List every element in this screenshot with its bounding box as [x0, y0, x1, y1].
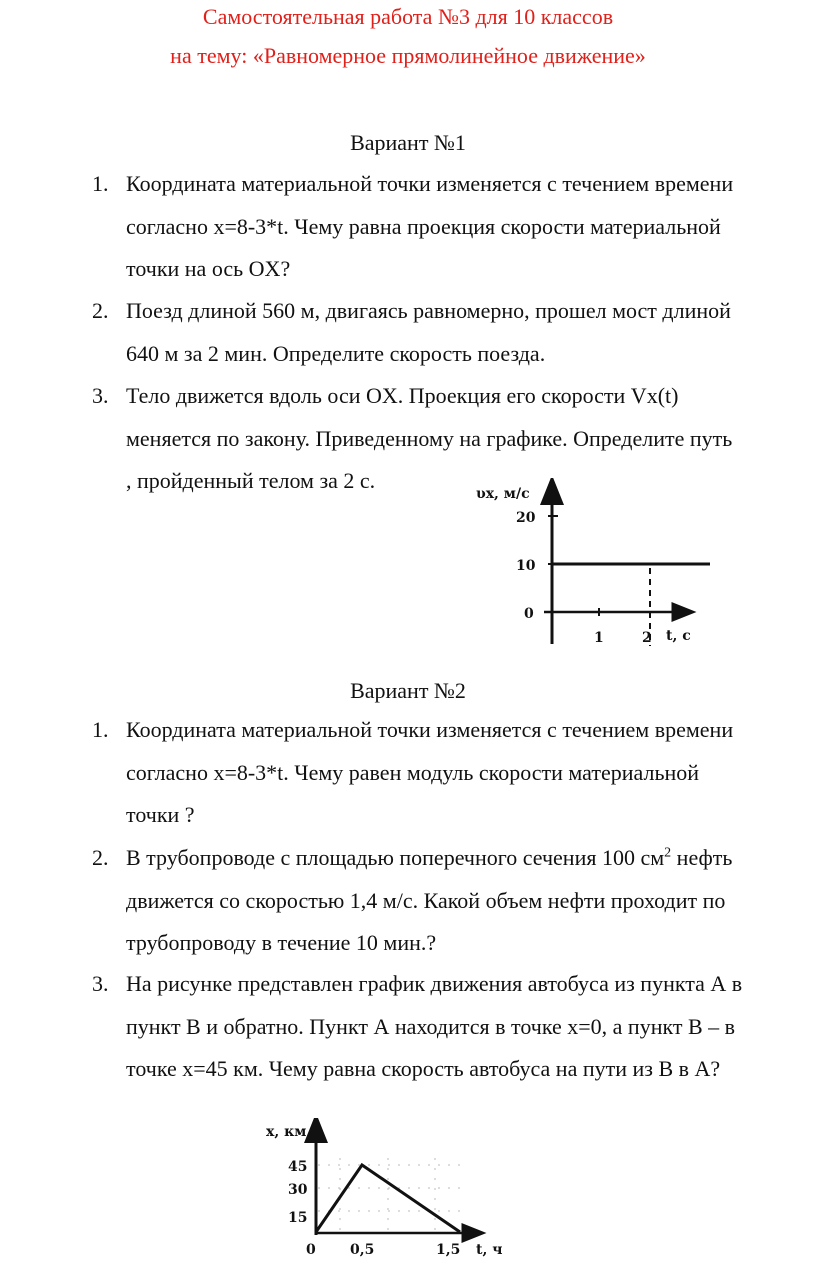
question-text-line: трубопроводу в течение 10 мин.? [126, 930, 437, 955]
question-number: 3. [92, 971, 109, 996]
x-tick-label: 0,5 [350, 1242, 375, 1258]
question-text-line: На рисунке представлен график движения автобуса из пункта А в [126, 971, 743, 996]
x-tick-label: 0 [306, 1242, 316, 1258]
question-number: 1. [92, 171, 109, 196]
v1-question-1 [92, 163, 816, 291]
title-line-1: Самостоятельная работа №3 для 10 классов [202, 4, 614, 29]
velocity-graph [470, 478, 720, 650]
x-tick-label: 1 [594, 630, 604, 646]
question-text-line: движется со скоростью 1,4 м/с. Какой объем нефти проходит по [126, 887, 726, 913]
y-axis-label: x, км [266, 1124, 307, 1140]
superscript: 2 [664, 845, 672, 861]
y-tick-label: 10 [516, 558, 536, 574]
question-text-line: Тело движется вдоль оси OX. Проекция его скорости Vx(t) [126, 383, 679, 408]
bus-motion-graph [258, 1118, 518, 1268]
question-text-line: В трубопроводе с площадью поперечного сечения 100 $см^2$ нефть [126, 845, 733, 870]
y-tick-label: 45 [288, 1159, 308, 1175]
question-text-line: Координата материальной точки изменяется с течением времени [126, 717, 734, 742]
question-number: 3. [92, 383, 109, 408]
question-number: 2. [92, 845, 109, 870]
variant-1-heading: Вариант №1 [350, 130, 466, 155]
question-number: 2. [92, 298, 109, 323]
x-axis-label: t, ч [476, 1242, 503, 1258]
question-text-line: согласно x=8-3*t. Чему равна проекция скорости материальной [126, 213, 721, 239]
y-tick-label: 15 [288, 1210, 308, 1226]
x-tick-label: 2 [642, 630, 652, 646]
y-axis-label: υx, м/с [476, 486, 530, 502]
variant-2-heading: Вариант №2 [350, 678, 466, 703]
question-number: 1. [92, 717, 109, 742]
y-tick-label: 20 [516, 510, 536, 526]
v1-question-2 [92, 290, 816, 375]
question-text-line: согласно x=8-3*t. Чему равен модуль скорости материальной [126, 759, 700, 785]
question-text-line: точки на ось OX? [126, 256, 291, 281]
question-text-line: точке x=45 км. Чему равна скорость автобуса на пути из В в А? [126, 1056, 721, 1081]
x-tick-label: 1,5 [436, 1242, 461, 1258]
v2-question-3 [92, 963, 816, 1091]
question-text-line: точки ? [126, 802, 195, 827]
question-text-line: Координата материальной точки изменяется с течением времени [126, 171, 734, 196]
question-text-line: пункт В и обратно. Пункт А находится в точке x=0, а пункт В – в [126, 1013, 736, 1039]
y-tick-label: 0 [524, 606, 534, 622]
question-text-line: 640 м за 2 мин. Определите скорость поезда. [126, 340, 546, 366]
x-axis-label: t, c [666, 628, 691, 644]
v2-question-2 [92, 837, 816, 965]
question-text-line: Поезд длиной 560 м, двигаясь равномерно, прошел мост длиной [126, 298, 731, 323]
y-tick-label: 30 [288, 1182, 308, 1198]
question-text-line: меняется по закону. Приведенному на графике. Определите путь [126, 425, 733, 451]
title-line-2: на тему: «Равномерное прямолинейное движение» [170, 43, 646, 68]
question-text-line: , пройденный телом за 2 с. [126, 468, 376, 493]
v2-question-1 [92, 709, 816, 837]
